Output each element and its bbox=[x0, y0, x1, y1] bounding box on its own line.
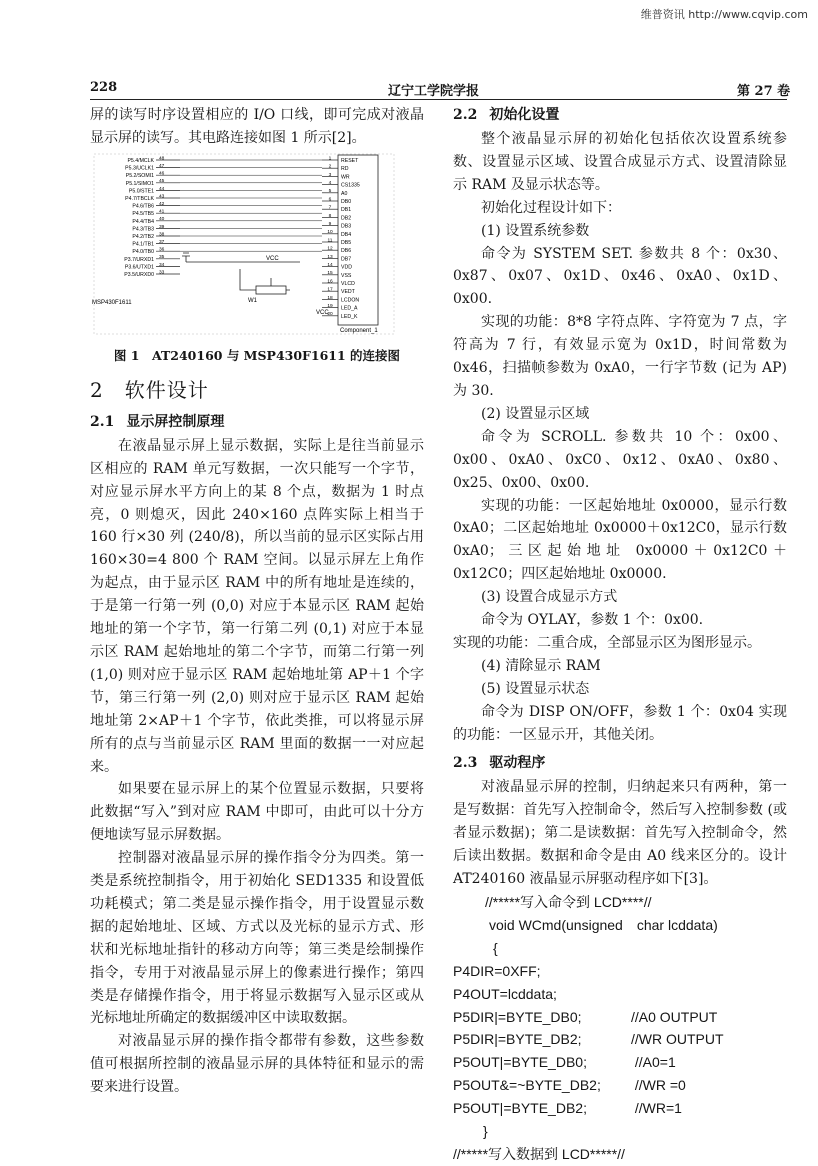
body-paragraph: 对液晶显示屏的操作指令都带有参数，这些参数值可根据所控制的液晶显示屏的具体特征和显示的需要来进行设置。 bbox=[90, 1033, 424, 1096]
mcu-pin-label: P5.3/UCLK1 bbox=[125, 165, 154, 172]
intro-paragraph: 屏的读写时序设置相应的 I/O 口线，即可完成对液晶显示屏的读写。其电路连接如图 1 所示[2]。 bbox=[90, 107, 424, 146]
mcu-pin-label: P5.2/SOMI1 bbox=[125, 173, 154, 180]
mcu-pin-label: P4.6/TB6 bbox=[132, 203, 154, 210]
code-line: P4DIR=0XFF; bbox=[453, 962, 541, 979]
code-statement: P5DIR|=BYTE_DB2; bbox=[453, 1031, 582, 1048]
mcu-pin-number: 44 bbox=[159, 186, 165, 192]
code-comment: //WR OUTPUT bbox=[631, 1031, 724, 1048]
step-command: 命令为 DISP ON/OFF，参数 1 个：0x04 实现的功能：一区显示开，其他关闭。 bbox=[453, 703, 787, 743]
code-comment: //WR =0 bbox=[631, 1077, 686, 1094]
header-rule bbox=[90, 99, 787, 100]
mcu-pin-label: P5.0/STE1 bbox=[128, 188, 154, 195]
component-label: Component_1 bbox=[340, 327, 378, 334]
mcu-pin-number: 39 bbox=[159, 224, 165, 230]
step-heading: (2) 设置显示区域 bbox=[481, 405, 590, 422]
lcd-pin-label: VSS bbox=[341, 272, 352, 279]
lcd-pin-number: 20 bbox=[327, 312, 333, 318]
step-function: 实现的功能：8*8 字符点阵、字符宽为 7 点，字符高为 7 行，有效显示宽为 0x1D，时间常数为 0x46，扫描帧参数为 0xA0，一行字节数 (记为 AP) 为 30. bbox=[453, 314, 787, 399]
lcd-pin-number: 13 bbox=[327, 254, 333, 260]
lcd-pin-label: DB2 bbox=[341, 215, 352, 222]
mcu-pin-number: 42 bbox=[159, 201, 165, 207]
code-line: void WCmd(unsigned char lcddata) bbox=[489, 916, 718, 933]
lcd-pin-number: 3 bbox=[328, 172, 332, 178]
mcu-pin-label: P3.6/UTXD1 bbox=[124, 264, 154, 271]
lcd-pin-number: 10 bbox=[327, 230, 333, 236]
code-comment: //WR=1 bbox=[631, 1100, 682, 1117]
mcu-pin-number: 43 bbox=[159, 194, 165, 200]
mcu-pin-label: P3.5/URXD0 bbox=[124, 271, 154, 278]
lcd-pin-number: 1 bbox=[328, 156, 332, 162]
mcu-pin-number: 48 bbox=[159, 156, 165, 162]
code-comment: //A0=1 bbox=[631, 1054, 676, 1071]
code-listing bbox=[453, 891, 787, 1166]
lcd-pin-number: 4 bbox=[328, 180, 332, 186]
code-comment: //*****写入命令到 LCD****// bbox=[485, 894, 652, 910]
lcd-pin-label: DB7 bbox=[341, 256, 352, 263]
lcd-pin-number: 18 bbox=[327, 295, 333, 301]
lcd-pin-number: 5 bbox=[328, 189, 332, 195]
lcd-pin-label: WR bbox=[341, 174, 350, 181]
mcu-pin-label: P5.1/SIMO1 bbox=[125, 180, 154, 187]
vcc-label-2: VCC bbox=[316, 309, 329, 316]
mcu-name: MSP430F1611 bbox=[92, 299, 132, 306]
lcd-pin-label: CS1335 bbox=[341, 182, 360, 189]
lcd-pin-label: VEDT bbox=[341, 289, 355, 296]
lcd-pin-label: LCDON bbox=[341, 297, 360, 304]
body-paragraph: 控制器对液晶显示屏的操作指令分为四类。第一类是系统控制指令，用于初始化 SED1335 和设置低功耗模式；第二类是显示操作指令，用于设置显示数据的起始地址、区域、方式以及光标的显示方式、形状和光标地址指针的移动方向等；第三类是绘制操作指令，专用于对液晶显示屏上的像素进行操作；第四类是存储操作指令，用于将显示数据写入显示区或从光标地址所确定的数据缓冲区中读取数据。 bbox=[90, 850, 424, 1027]
subsection-2-2-heading bbox=[453, 104, 787, 124]
mcu-pin-number: 34 bbox=[159, 262, 165, 268]
code-line: } bbox=[483, 1123, 488, 1140]
watermark: 维普资讯 http://www.cqvip.com bbox=[640, 8, 808, 21]
page-number: 228 bbox=[90, 80, 118, 95]
code-comment: //*****写入数据到 LCD*****// bbox=[453, 1145, 625, 1162]
code-line bbox=[453, 1028, 787, 1051]
code-comment: //A0 OUTPUT bbox=[631, 1008, 718, 1025]
volume-label: 第 27 卷 bbox=[737, 84, 791, 99]
mcu-pin-number: 45 bbox=[159, 179, 165, 185]
lcd-pin-label: VDD bbox=[341, 264, 352, 271]
lcd-pin-number: 17 bbox=[327, 287, 333, 293]
code-line bbox=[453, 1097, 787, 1120]
mcu-pin-label: P4.1/TB1 bbox=[132, 241, 154, 248]
section-heading: 2 软件设计 bbox=[90, 377, 209, 402]
step-heading: (3) 设置合成显示方式 bbox=[481, 589, 618, 606]
step-heading: (5) 设置显示状态 bbox=[481, 680, 590, 697]
journal-title: 辽宁工学院学报 bbox=[388, 84, 480, 99]
right-column bbox=[453, 104, 787, 1166]
subsection-title: 驱动程序 bbox=[489, 755, 546, 772]
mcu-pin-number: 33 bbox=[159, 270, 165, 276]
body-paragraph: 初始化过程设计如下： bbox=[481, 199, 621, 216]
figure-caption: 图 1 AT240160 与 MSP430F1611 的连接图 bbox=[113, 347, 401, 363]
code-line bbox=[453, 1006, 787, 1029]
pot-label: W1 bbox=[248, 297, 257, 304]
subsection-title: 初始化设置 bbox=[489, 107, 560, 123]
ground-symbol bbox=[182, 253, 190, 262]
step-heading: (1) 设置系统参数 bbox=[481, 222, 590, 239]
mcu-pin-label: P3.7/URXD1 bbox=[124, 256, 154, 263]
step-function: 实现的功能：二重合成，全部显示区为图形显示。 bbox=[453, 634, 761, 651]
code-statement: P5OUT|=BYTE_DB0; bbox=[453, 1054, 587, 1071]
lcd-pin-label: DB4 bbox=[341, 231, 352, 238]
subsection-number: 2.2 bbox=[453, 107, 478, 123]
lcd-pin-label: DB6 bbox=[341, 248, 352, 255]
mcu-pin-label: P4.2/TB2 bbox=[132, 233, 154, 240]
code-statement: P5OUT&=~BYTE_DB2; bbox=[453, 1077, 601, 1094]
potentiometer-symbol bbox=[256, 286, 286, 294]
lcd-pin-number: 14 bbox=[327, 262, 333, 268]
code-line bbox=[453, 1051, 787, 1074]
lcd-pin-number: 12 bbox=[327, 246, 333, 252]
subsection-2-3-heading bbox=[453, 752, 787, 772]
mcu-pin-number: 36 bbox=[159, 247, 165, 253]
mcu-pin-number: 47 bbox=[159, 163, 165, 169]
body-paragraph: 对液晶显示屏的控制，归纳起来只有两种，第一是写数据：首先写入控制命令，然后写入控制参数 (或者显示数据)；第二是读数据：首先写入控制命令，然后读出数据。数据和命令是由 A0 线来区分的。设计 AT240160 液晶显示屏驱动程序如下[3]。 bbox=[453, 779, 787, 888]
mcu-pin-label: P4.4/TB4 bbox=[132, 218, 154, 225]
lcd-pin-label: DB3 bbox=[341, 223, 352, 230]
mcu-pin-number: 40 bbox=[159, 217, 165, 223]
lcd-pin-label: RESET bbox=[341, 157, 359, 164]
lcd-pin-label: A0 bbox=[341, 190, 348, 197]
lcd-pin-label: DB1 bbox=[341, 207, 352, 214]
lcd-pin-label: RD bbox=[341, 166, 349, 173]
lcd-pin-number: 9 bbox=[328, 221, 332, 227]
lcd-pin-number: 2 bbox=[328, 164, 332, 170]
subsection-number: 2.1 bbox=[90, 413, 115, 430]
code-statement: P5DIR|=BYTE_DB0; bbox=[453, 1008, 582, 1025]
subsection-number: 2.3 bbox=[453, 755, 478, 772]
code-line: { bbox=[493, 939, 498, 956]
lcd-pin-number: 8 bbox=[328, 213, 332, 219]
mcu-pin-label: P4.5/TB5 bbox=[132, 211, 154, 218]
mcu-pin-label: P4.7/TBCLK bbox=[125, 195, 154, 202]
body-paragraph: 整个液晶显示屏的初始化包括依次设置系统参数、设置显示区域、设置合成显示方式、设置清除显示 RAM 及显示状态等。 bbox=[453, 131, 787, 193]
step-command: 命令为 SYSTEM SET. 参数共 8 个：0x30、0x87、0x07、0x1D、0x46、0xA0、0x1D、0x00. bbox=[453, 245, 787, 308]
subsection-2-1-heading bbox=[90, 411, 424, 431]
lcd-pin-label: LED_K bbox=[341, 313, 358, 320]
circuit-diagram bbox=[90, 152, 400, 342]
lcd-pin-label: DB5 bbox=[341, 239, 352, 246]
step-function: 实现的功能：一区起始地址 0x0000，显示行数 0xA0；二区起始地址 0x0000＋0x12C0，显示行数 0xA0；三区起始地址 0x0000＋0x12C0＋0x12C0；四区起始地址 0x0000. bbox=[453, 497, 787, 583]
lcd-pin-number: 11 bbox=[327, 238, 333, 244]
subsection-title: 显示屏控制原理 bbox=[126, 413, 225, 430]
body-paragraph: 如果要在显示屏上的某个位置显示数据，只要将此数据“写入”到对应 RAM 中即可，由此可以十分方便地读写显示屏数据。 bbox=[90, 781, 424, 844]
mcu-pin-number: 46 bbox=[159, 171, 165, 177]
lcd-pin-group bbox=[322, 155, 360, 319]
body-paragraph: 在液晶显示屏上显示数据，实际上是往当前显示区相应的 RAM 单元写数据，一次只能写一个字节，对应显示屏水平方向上的某 8 个点，数据为 1 时点亮，0 则熄灭，因此 240×160 点阵实际上相当于 160 行×30 列 (240/8)，所以当前的显示区实际占用 160×30=4 800 个 RAM 空间。以显示屏左上角作为起点，由于显示区 RAM 中的所有地址是连续的，于是第一行第一列 (0,0) 对应于本显示区 RAM 起始地址的第一个字节，第一行第二列 (0,1) 对应于本显示区 RAM 起始地址的第二个字节，而第二行第一列 (1,0) 则对应于显示区 RAM 起始地址第 AP＋1 个字节，第三行第一列 (2,0) 则对应于显示区 RAM 起始地址第 2×AP＋1 个字节，依此类推，可以将显示屏所有的点与当前显示区 RAM 里面的数据一一对应起来。 bbox=[90, 437, 424, 775]
vcc-label-1: VCC bbox=[266, 255, 279, 262]
lcd-pin-label: DB0 bbox=[341, 198, 352, 205]
mcu-pin-group bbox=[124, 155, 322, 278]
lcd-pin-number: 19 bbox=[327, 303, 333, 309]
lcd-pin-number: 16 bbox=[327, 279, 333, 285]
step-heading: (4) 清除显示 RAM bbox=[481, 657, 601, 674]
code-statement: P5OUT|=BYTE_DB2; bbox=[453, 1100, 587, 1117]
step-command: 命令为 OYLAY，参数 1 个：0x00. bbox=[481, 612, 704, 629]
lcd-pin-label: LED_A bbox=[341, 305, 358, 312]
mcu-pin-number: 35 bbox=[159, 255, 165, 261]
lcd-pin-number: 6 bbox=[328, 197, 332, 203]
code-line: P4OUT=lcddata; bbox=[453, 985, 557, 1002]
mcu-pin-number: 37 bbox=[159, 239, 165, 245]
lcd-pin-label: VLCD bbox=[341, 280, 355, 287]
mcu-pin-label: P4.0/TB0 bbox=[132, 249, 154, 256]
mcu-pin-label: P4.3/TB3 bbox=[132, 226, 154, 233]
step-command: 命令为 SCROLL. 参数共 10 个：0x00、0x00、0xA0、0xC0、0x12、0xA0、0x80、0x25、0x00、0x00. bbox=[453, 428, 787, 491]
mcu-pin-label: P5.4/MCLK bbox=[127, 157, 154, 164]
mcu-pin-number: 38 bbox=[159, 232, 165, 238]
lcd-pin-number: 15 bbox=[327, 271, 333, 277]
code-line bbox=[453, 1074, 787, 1097]
mcu-pin-number: 41 bbox=[159, 209, 165, 215]
lcd-pin-number: 7 bbox=[328, 205, 332, 211]
left-column bbox=[90, 104, 424, 1099]
